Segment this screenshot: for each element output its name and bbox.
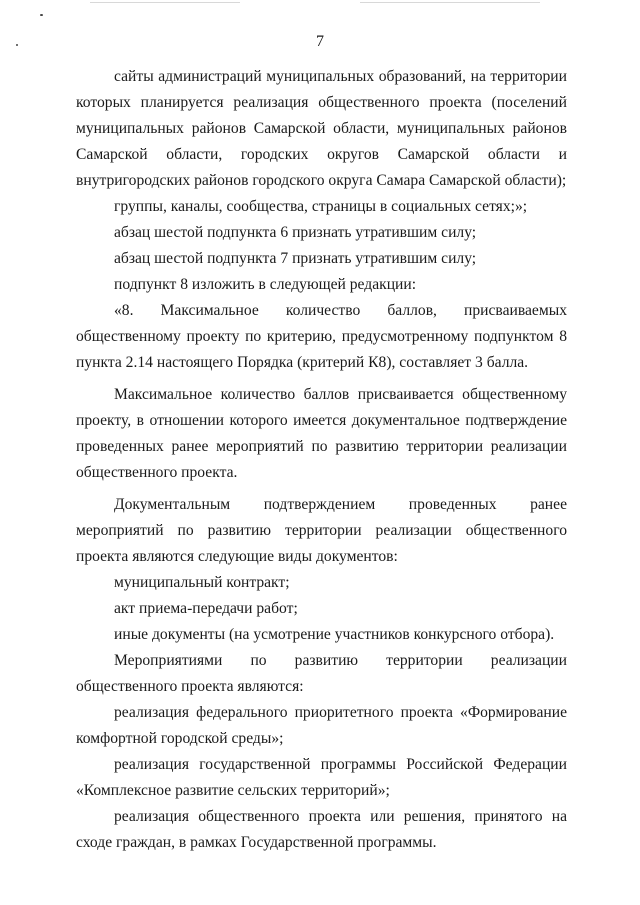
paragraph: муниципальный контракт; [114,574,290,591]
paragraph: Мероприятиями по развитию территории реализации общественного проекта являются: [76,652,567,695]
paragraph: Документальным подтверждением проведенных ранее мероприятий по развитию территории реализации общественного проекта являются следующие виды документов: [76,496,567,565]
paragraph: абзац шестой подпункта 7 признать утратившим силу; [114,250,477,267]
paragraph: Максимальное количество баллов присваивается общественному проекту, в отношении которого имеется документальное подтверждение проведенных ранее мероприятий по развитию территории реализации общественного проекта. [76,386,567,481]
paragraph: иные документы (на усмотрение участников конкурсного отбора). [114,626,555,643]
paragraph: «8. Максимальное количество баллов, присваиваемых общественному проекту по критерию, предусмотренному подпунктом 8 пункта 2.14 настоящего Порядка (критерий К8), составляет 3 балла. [76,302,567,371]
document-body [76,64,567,856]
paragraph: абзац шестой подпункта 6 признать утратившим силу; [114,224,477,241]
paragraph: сайты администраций муниципальных образований, на территории которых планируется реализация общественного проекта (поселений муниципальных районов Самарской области, муниципальных районов Самарской области, городских округов Самарской области и внутригородских районов городского округа Самара Самарской области); [76,68,567,189]
scan-speck [40,14,43,16]
scan-artifact-line [360,2,540,3]
paragraph: подпункт 8 изложить в следующей редакции: [114,276,417,293]
paragraph: акт приема-передачи работ; [114,600,298,617]
paragraph: группы, каналы, сообщества, страницы в социальных сетях;»; [114,198,528,215]
scan-artifact-line [90,2,240,3]
paragraph: реализация государственной программы Российской Федерации «Комплексное развитие сельских территорий»; [76,756,567,799]
paragraph: реализация федерального приоритетного проекта «Формирование комфортной городской среды»; [76,704,567,747]
paragraph: реализация общественного проекта или решения, принятого на сходе граждан, в рамках Государственной программы. [76,808,567,851]
page-number: 7 [316,33,324,50]
